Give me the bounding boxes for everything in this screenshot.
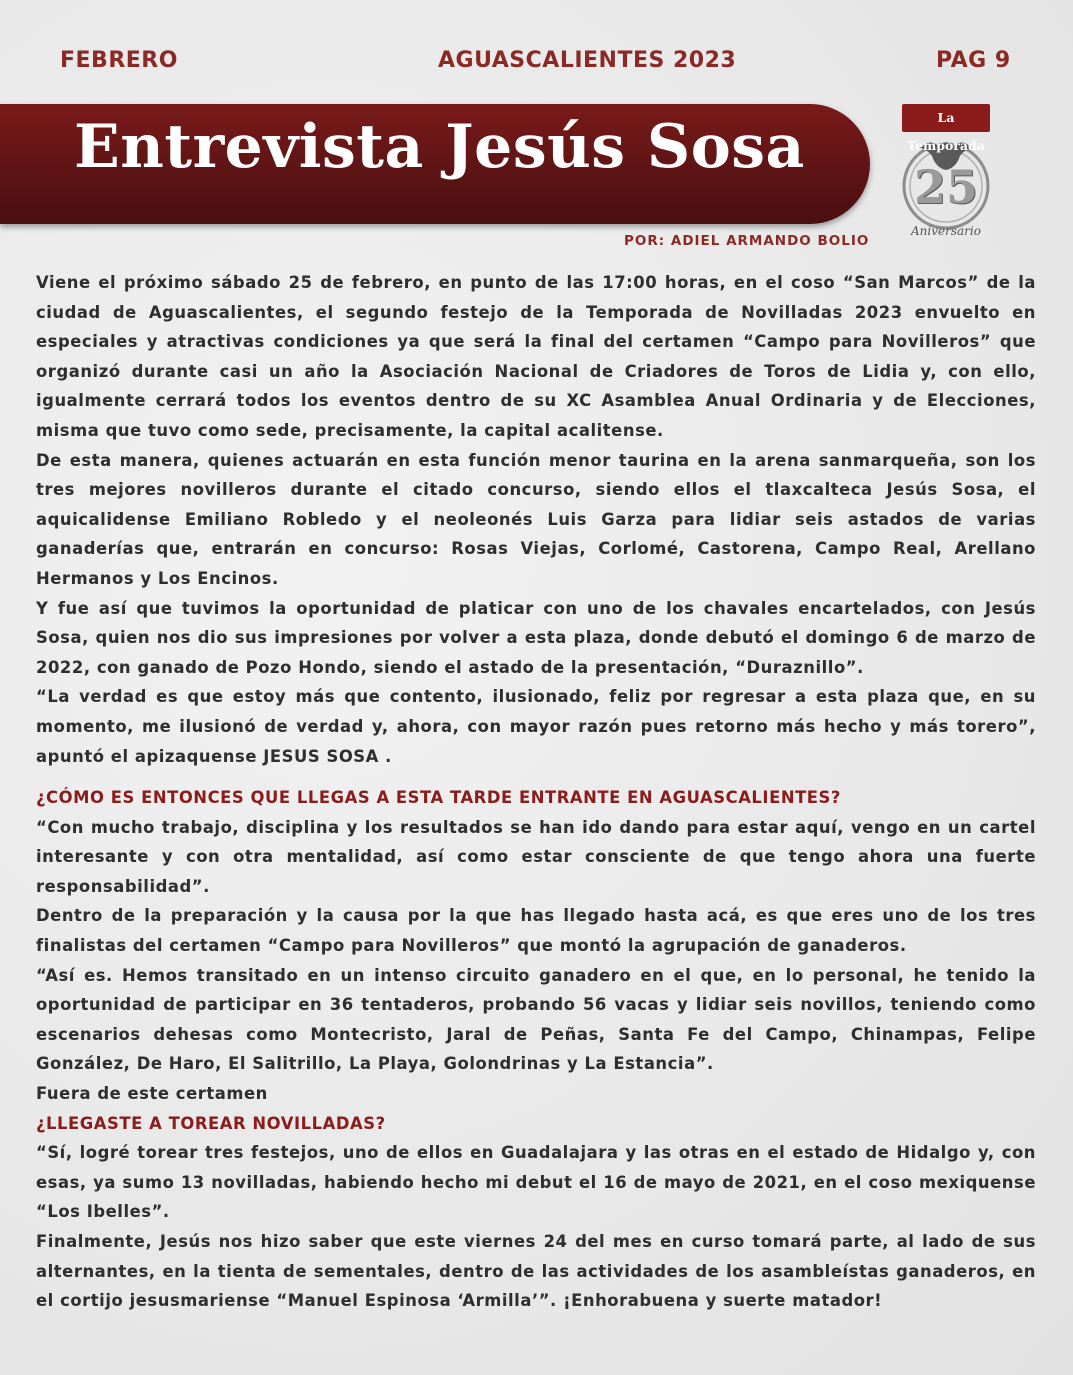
paragraph: Viene el próximo sábado 25 de febrero, en punto de las 17:00 horas, en el coso “San Marcos” de la ciudad de Aguascalientes, el segundo festejo de la Temporada de Novilladas 2023 envuelto en especiales y atractivas condiciones ya que será la final del certamen “Campo para Novilleros” que organizó durante casi un año la Asociación Nacional de Criadores de Toros de Lidia y, con ello, igualmente cerrará todos los eventos dentro de su XC Asamblea Anual Ordinaria y de Elecciones, misma que tuvo como sede, precisamente, la capital acalitense. [36, 273, 1036, 440]
interview-answer: “Así es. Hemos transitado en un intenso circuito ganadero en el que, en lo personal, he tenido la oportunidad de participar en 36 tentaderos, probando 56 vacas y lidiar seis novillos, teniendo como escenarios dehesas como Montecristo, Jaral de Peñas, Santa Fe del Campo, Chinampas, Felipe González, De Haro, El Salitrillo, La Playa, Golondrinas y La Estancia”. [36, 965, 1036, 1074]
paragraph: “La verdad es que estoy más que contento, ilusionado, feliz por regresar a esta plaza que, en su momento, me ilusionó de verdad y, ahora, con mayor razón pues retorno más hecho y más torero”, apuntó el apizaquense JESUS SOSA . [36, 687, 1036, 766]
anniversary-logo [890, 102, 1002, 242]
logo-number: 25 [913, 160, 978, 214]
byline: POR: ADIEL ARMANDO BOLIO [624, 233, 870, 249]
paragraph: Finalmente, Jesús nos hizo saber que este viernes 24 del mes en curso tomará parte, al lado de sus alternantes, en la tienta de sementales, dentro de las actividades de los asambleístas ganaderos, en el cortijo jesusmariense “Manuel Espinosa ‘Armilla’”. ¡Enhorabuena y suerte matador! [36, 1232, 1036, 1311]
interview-question: ¿CÓMO ES ENTONCES QUE LLEGAS A ESTA TARDE ENTRANTE EN AGUASCALIENTES? [36, 788, 841, 808]
paragraph: Fuera de este certamen [36, 1084, 268, 1104]
interview-question: ¿LLEGASTE A TOREAR NOVILLADAS? [36, 1113, 386, 1133]
logo-brand: La Temporada [902, 104, 990, 132]
paragraph: Y fue así que tuvimos la oportunidad de platicar con uno de los chavales encartelados, con Jesús Sosa, quien nos dio sus impresiones por volver a esta plaza, donde debutó el domingo 6 de marzo de 2022, con ganado de Pozo Hondo, siendo el astado de la presentación, “Duraznillo”. [36, 598, 1036, 677]
paragraph: Dentro de la preparación y la causa por la que has llegado hasta acá, es que eres uno de los tres finalistas del certamen “Campo para Novilleros” que montó la agrupación de ganaderos. [36, 906, 1036, 956]
page-number: PAG 9 [936, 48, 1011, 73]
interview-answer: “Sí, logré torear tres festejos, uno de ellos en Guadalajara y las otras en el estado de Hidalgo y, con esas, ya sumo 13 novilladas, habiendo hecho mi debut el 16 de mayo de 2021, en el coso mexiquense “Los Ibelles”. [36, 1143, 1036, 1222]
interview-answer: “Con mucho trabajo, disciplina y los resultados se han ido dando para estar aquí, vengo en un cartel interesante y con otra mentalidad, así como estar consciente de que tengo ahora una fuerte responsabilidad”. [36, 817, 1036, 896]
page-title: Entrevista Jesús Sosa [74, 112, 805, 182]
article-body [36, 268, 1036, 1316]
header-month: FEBRERO [60, 48, 178, 73]
logo-subtitle: Aniversario [911, 224, 981, 238]
paragraph: De esta manera, quienes actuarán en esta función menor taurina en la arena sanmarqueña, son los tres mejores novilleros durante el citado concurso, siendo ellos el tlaxcalteca Jesús Sosa, el aquicalidense Emiliano Robledo y el neoleonés Luis Garza para lidiar seis astados de varias ganaderías que, entrarán en concurso: Rosas Viejas, Corlomé, Castorena, Campo Real, Arellano Hermanos y Los Encinos. [36, 450, 1036, 588]
title-banner [0, 104, 870, 224]
header-city: AGUASCALIENTES 2023 [438, 48, 737, 73]
